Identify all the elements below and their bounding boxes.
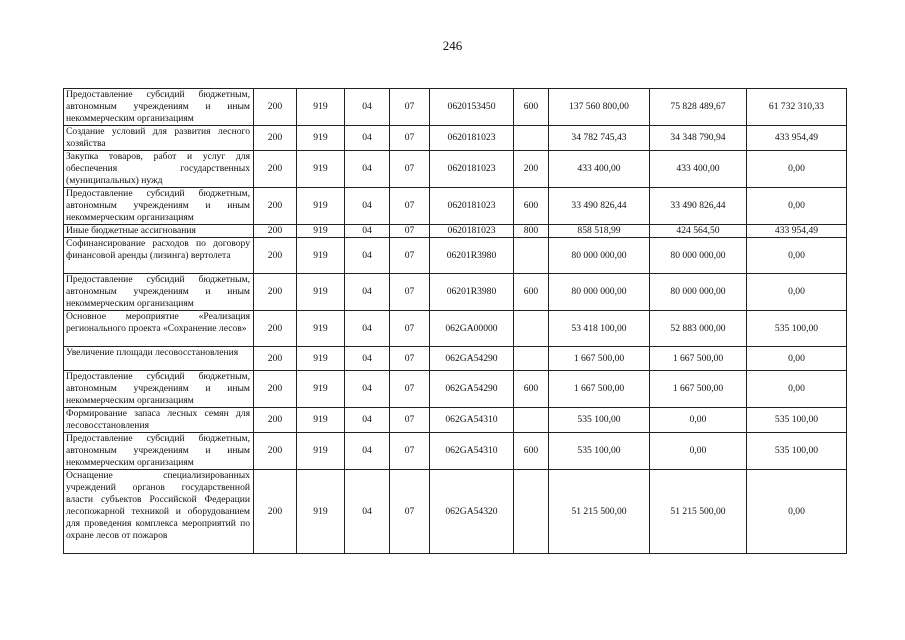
amount-3: 61 732 310,33 xyxy=(747,89,847,126)
expense-name: Оснащение специализированных учреждений органов государственной власти субъектов Российской Федерации лесопожарной техникой и оборудованием для проведения комплекса мероприятий по охране лесов от пожаров xyxy=(64,470,254,554)
section-code: 04 xyxy=(345,408,390,433)
target-article: 06201R3980 xyxy=(430,274,514,311)
expense-type: 600 xyxy=(514,274,549,311)
expense-name: Основное мероприятие «Реализация регионального проекта «Сохранение лесов» xyxy=(64,311,254,347)
target-article: 062GA54290 xyxy=(430,347,514,371)
ministry-code: 919 xyxy=(297,238,345,274)
page-number: 246 xyxy=(442,38,463,53)
amount-3: 0,00 xyxy=(747,347,847,371)
amount-2: 33 490 826,44 xyxy=(650,188,747,225)
subsection-code: 07 xyxy=(390,188,430,225)
subsection-code: 07 xyxy=(390,470,430,554)
expense-type: 800 xyxy=(514,225,549,238)
admin-code: 200 xyxy=(254,311,297,347)
expense-name: Формирование запаса лесных семян для лесовосстановления xyxy=(64,408,254,433)
amount-2: 1 667 500,00 xyxy=(650,347,747,371)
expense-name: Иные бюджетные ассигнования xyxy=(64,225,254,238)
amount-3: 535 100,00 xyxy=(747,408,847,433)
amount-1: 34 782 745,43 xyxy=(549,126,650,151)
amount-2: 80 000 000,00 xyxy=(650,238,747,274)
expense-type: 200 xyxy=(514,151,549,188)
subsection-code: 07 xyxy=(390,151,430,188)
ministry-code: 919 xyxy=(297,126,345,151)
subsection-code: 07 xyxy=(390,311,430,347)
ministry-code: 919 xyxy=(297,89,345,126)
amount-1: 53 418 100,00 xyxy=(549,311,650,347)
table-row xyxy=(64,151,847,188)
admin-code: 200 xyxy=(254,126,297,151)
table-row xyxy=(64,470,847,554)
table-row xyxy=(64,188,847,225)
subsection-code: 07 xyxy=(390,433,430,470)
ministry-code: 919 xyxy=(297,433,345,470)
subsection-code: 07 xyxy=(390,89,430,126)
table-row xyxy=(64,371,847,408)
expense-name: Предоставление субсидий бюджетным, автономным учреждениям и иным некоммерческим организациям xyxy=(64,371,254,408)
expense-name: Софинансирование расходов по договору финансовой аренды (лизинга) вертолета xyxy=(64,238,254,274)
target-article: 062GA54310 xyxy=(430,433,514,470)
expense-type xyxy=(514,408,549,433)
ministry-code: 919 xyxy=(297,225,345,238)
amount-3: 433 954,49 xyxy=(747,126,847,151)
ministry-code: 919 xyxy=(297,274,345,311)
table-row xyxy=(64,408,847,433)
admin-code: 200 xyxy=(254,188,297,225)
table-row xyxy=(64,347,847,371)
expense-name: Предоставление субсидий бюджетным, автономным учреждениям и иным некоммерческим организациям xyxy=(64,89,254,126)
admin-code: 200 xyxy=(254,433,297,470)
section-code: 04 xyxy=(345,433,390,470)
expense-name: Создание условий для развития лесного хозяйства xyxy=(64,126,254,151)
admin-code: 200 xyxy=(254,89,297,126)
amount-3: 535 100,00 xyxy=(747,311,847,347)
subsection-code: 07 xyxy=(390,274,430,311)
amount-3: 0,00 xyxy=(747,274,847,311)
amount-1: 858 518,99 xyxy=(549,225,650,238)
expense-type: 600 xyxy=(514,89,549,126)
table-row xyxy=(64,126,847,151)
subsection-code: 07 xyxy=(390,126,430,151)
ministry-code: 919 xyxy=(297,188,345,225)
section-code: 04 xyxy=(345,238,390,274)
target-article: 0620181023 xyxy=(430,188,514,225)
amount-3: 0,00 xyxy=(747,238,847,274)
section-code: 04 xyxy=(345,470,390,554)
expense-type xyxy=(514,311,549,347)
amount-2: 80 000 000,00 xyxy=(650,274,747,311)
ministry-code: 919 xyxy=(297,347,345,371)
expense-name: Предоставление субсидий бюджетным, автономным учреждениям и иным некоммерческим организациям xyxy=(64,433,254,470)
target-article: 06201R3980 xyxy=(430,238,514,274)
ministry-code: 919 xyxy=(297,371,345,408)
table-row xyxy=(64,89,847,126)
expense-name: Закупка товаров, работ и услуг для обеспечения государственных (муниципальных) нужд xyxy=(64,151,254,188)
amount-2: 51 215 500,00 xyxy=(650,470,747,554)
admin-code: 200 xyxy=(254,408,297,433)
admin-code: 200 xyxy=(254,238,297,274)
section-code: 04 xyxy=(345,347,390,371)
target-article: 0620153450 xyxy=(430,89,514,126)
section-code: 04 xyxy=(345,151,390,188)
amount-3: 0,00 xyxy=(747,188,847,225)
ministry-code: 919 xyxy=(297,408,345,433)
table-row xyxy=(64,274,847,311)
amount-1: 1 667 500,00 xyxy=(549,371,650,408)
table-row xyxy=(64,311,847,347)
admin-code: 200 xyxy=(254,371,297,408)
section-code: 04 xyxy=(345,311,390,347)
expense-type xyxy=(514,347,549,371)
amount-3: 0,00 xyxy=(747,151,847,188)
ministry-code: 919 xyxy=(297,470,345,554)
expense-name: Увеличение площади лесовосстановления xyxy=(64,347,254,371)
admin-code: 200 xyxy=(254,151,297,188)
budget-table xyxy=(63,88,847,554)
target-article: 062GA54290 xyxy=(430,371,514,408)
table-row xyxy=(64,433,847,470)
section-code: 04 xyxy=(345,274,390,311)
amount-1: 137 560 800,00 xyxy=(549,89,650,126)
expense-name: Предоставление субсидий бюджетным, автономным учреждениям и иным некоммерческим организациям xyxy=(64,274,254,311)
amount-3: 0,00 xyxy=(747,371,847,408)
amount-2: 0,00 xyxy=(650,408,747,433)
expense-type xyxy=(514,470,549,554)
admin-code: 200 xyxy=(254,225,297,238)
amount-2: 433 400,00 xyxy=(650,151,747,188)
amount-2: 34 348 790,94 xyxy=(650,126,747,151)
amount-1: 1 667 500,00 xyxy=(549,347,650,371)
target-article: 062GA00000 xyxy=(430,311,514,347)
expense-name: Предоставление субсидий бюджетным, автономным учреждениям и иным некоммерческим организациям xyxy=(64,188,254,225)
section-code: 04 xyxy=(345,126,390,151)
amount-1: 535 100,00 xyxy=(549,433,650,470)
admin-code: 200 xyxy=(254,274,297,311)
target-article: 062GA54320 xyxy=(430,470,514,554)
admin-code: 200 xyxy=(254,347,297,371)
subsection-code: 07 xyxy=(390,408,430,433)
section-code: 04 xyxy=(345,225,390,238)
section-code: 04 xyxy=(345,188,390,225)
section-code: 04 xyxy=(345,371,390,408)
expense-type xyxy=(514,126,549,151)
amount-2: 52 883 000,00 xyxy=(650,311,747,347)
amount-3: 0,00 xyxy=(747,470,847,554)
section-code: 04 xyxy=(345,89,390,126)
table-row xyxy=(64,238,847,274)
amount-1: 80 000 000,00 xyxy=(549,274,650,311)
amount-3: 535 100,00 xyxy=(747,433,847,470)
target-article: 0620181023 xyxy=(430,225,514,238)
amount-2: 424 564,50 xyxy=(650,225,747,238)
amount-3: 433 954,49 xyxy=(747,225,847,238)
target-article: 0620181023 xyxy=(430,126,514,151)
amount-1: 33 490 826,44 xyxy=(549,188,650,225)
amount-1: 535 100,00 xyxy=(549,408,650,433)
ministry-code: 919 xyxy=(297,151,345,188)
admin-code: 200 xyxy=(254,470,297,554)
amount-1: 80 000 000,00 xyxy=(549,238,650,274)
subsection-code: 07 xyxy=(390,371,430,408)
amount-2: 0,00 xyxy=(650,433,747,470)
amount-2: 1 667 500,00 xyxy=(650,371,747,408)
amount-2: 75 828 489,67 xyxy=(650,89,747,126)
target-article: 062GA54310 xyxy=(430,408,514,433)
expense-type xyxy=(514,238,549,274)
subsection-code: 07 xyxy=(390,225,430,238)
subsection-code: 07 xyxy=(390,238,430,274)
expense-type: 600 xyxy=(514,188,549,225)
expense-type: 600 xyxy=(514,371,549,408)
subsection-code: 07 xyxy=(390,347,430,371)
amount-1: 433 400,00 xyxy=(549,151,650,188)
table-row xyxy=(64,225,847,238)
amount-1: 51 215 500,00 xyxy=(549,470,650,554)
expense-type: 600 xyxy=(514,433,549,470)
ministry-code: 919 xyxy=(297,311,345,347)
target-article: 0620181023 xyxy=(430,151,514,188)
